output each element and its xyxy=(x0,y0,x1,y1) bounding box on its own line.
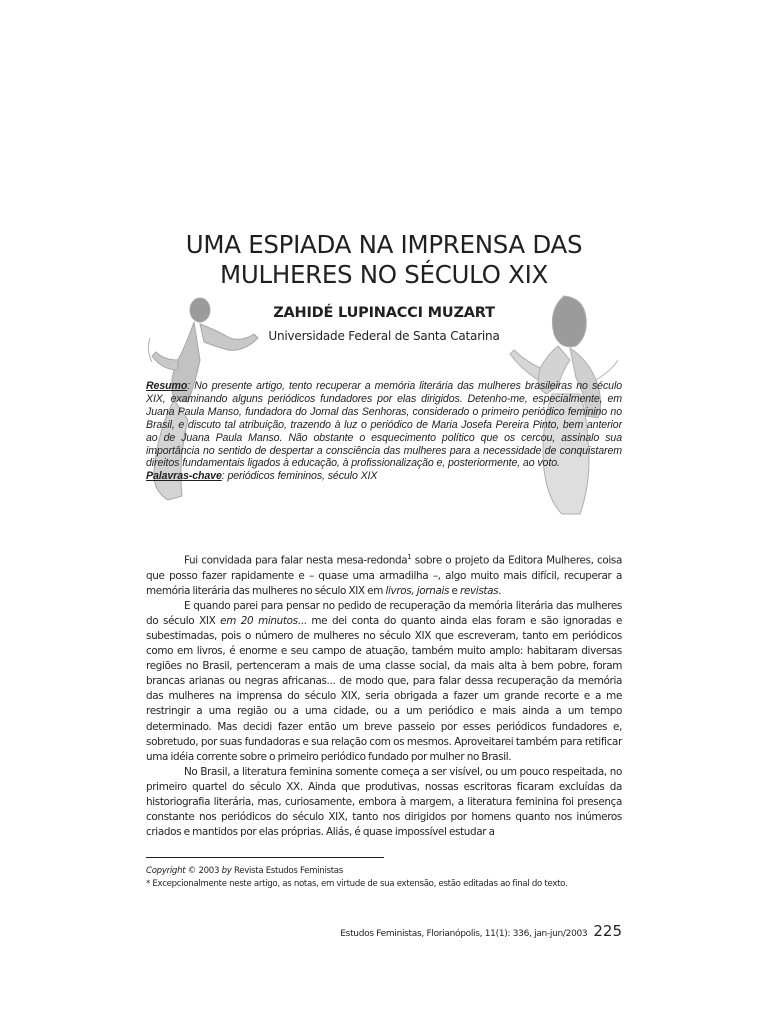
citation: Estudos Feministas, Florianópolis, 11(1): 336, jan-jun/2003 xyxy=(340,929,588,939)
body-emphasis: em 20 minutos xyxy=(220,614,298,627)
title-line-1: UMA ESPIADA NA IMPRENSA DAS xyxy=(185,230,583,259)
abstract xyxy=(146,380,622,483)
body-text: Fui convidada para falar nesta mesa-redonda xyxy=(184,554,408,567)
body-emphasis: revistas xyxy=(460,584,499,597)
body-text: E quando parei para pensar no pedido de recuperação da memória literária das mulheres do século XIX xyxy=(146,599,622,627)
copyright-word: Copyright xyxy=(146,866,186,876)
running-footer xyxy=(340,922,622,940)
footnotes xyxy=(146,865,622,891)
keywords-text: : periódicos femininos, século XIX xyxy=(221,470,378,483)
body-text: sobre o projeto da Editora Mulheres, coisa que posso fazer rapidamente e – quase uma armadilha –, algo muito mais difícil, recuperar a memória literária das mulheres no século XIX em xyxy=(146,554,622,597)
keywords-label: Palavras-chave xyxy=(146,470,222,483)
body-paragraph: No Brasil, a literatura feminina somente começa a ser visível, ou um pouco respeitada, no primeiro quartel do século XX. Ainda que produtivas, nossas escritoras ficaram excluídas da historiografia literária, mas, curiosamente, embora à margem, a literatura feminina foi presença constante nos periódicos do século XIX, tanto nos dirigidos por homens quanto nos inúmeros criados e mantidos por elas próprias. Aliás, é quase impossível estudar a xyxy=(146,765,622,839)
copyright-journal: Revista Estudos Feministas xyxy=(231,866,343,876)
copyright-by: by xyxy=(221,866,232,876)
copyright-line xyxy=(146,865,622,878)
page-number: 225 xyxy=(593,922,622,940)
footnote-ref[interactable]: 1 xyxy=(407,553,412,561)
copyright-year: © 2003 xyxy=(185,866,222,876)
footnote-divider xyxy=(146,857,384,858)
footnote-note: * Excepcionalmente neste artigo, as notas, em virtude de sua extensão, estão editadas ao final do texto. xyxy=(146,879,568,889)
body-paragraph xyxy=(146,550,622,599)
author-affiliation: Universidade Federal de Santa Catarina xyxy=(268,329,500,343)
body-text: e xyxy=(449,584,461,597)
abstract-label: Resumo xyxy=(146,380,188,392)
article-title xyxy=(120,230,648,290)
body-text: . xyxy=(498,584,502,597)
body-emphasis: livros, jornais xyxy=(385,584,450,597)
author-name: ZAHIDÉ LUPINACCI MUZART xyxy=(273,305,495,321)
title-line-2: MULHERES NO SÉCULO XIX xyxy=(220,260,548,289)
body-paragraph xyxy=(146,599,622,765)
article-body xyxy=(146,550,622,840)
abstract-text: : No presente artigo, tento recuperar a memória literária das mulheres brasileiras no século XIX, examinando alguns periódicos fundadores por elas dirigidos. Detenho-me, especialmente, em Juana Paula Manso, fundadora do Jornal das Senhoras, considerado o primeiro periódico feminino no Brasil, e discuto tal atribuição, trazendo à luz o periódico de Maria Josefa Pereira Pinto, bem anterior ao de Juana Paula Manso. Não obstante o esquecimento político que os cercou, assinalo sua importância no sentido de despertar a consciência das mulheres para a necessidade de conquistarem direitos fundamentais ligados à educação, à profissionalização e, posteriormente, ao voto. xyxy=(146,380,622,470)
body-text: ... me dei conta do quanto ainda elas foram e são ignoradas e subestimadas, pois o número de mulheres no século XIX que escreveram, tanto em periódicos como em livros, é enorme e seu campo de atuação, também muito amplo: habitaram diversas regiões no Brasil, pertenceram a mais de uma classe social, da mais alta à bem pobre, foram brancas arianas ou negras africanas... de modo que, para falar dessa recuperação da memória das mulheres na imprensa do século XIX, seria obrigada a fazer um grande recorte e a me restringir a uma região ou a uma cidade, ou a um periódico e mais ainda a um tempo determinado. Mas decidi fazer então um breve passeio por esses periódicos fundadores e, sobretudo, por suas fundadoras e sua relação com os mesmos. Aproveitarei também para retificar uma idéia corrente sobre o primeiro periódico fundado por mulher no Brasil. xyxy=(146,614,622,763)
